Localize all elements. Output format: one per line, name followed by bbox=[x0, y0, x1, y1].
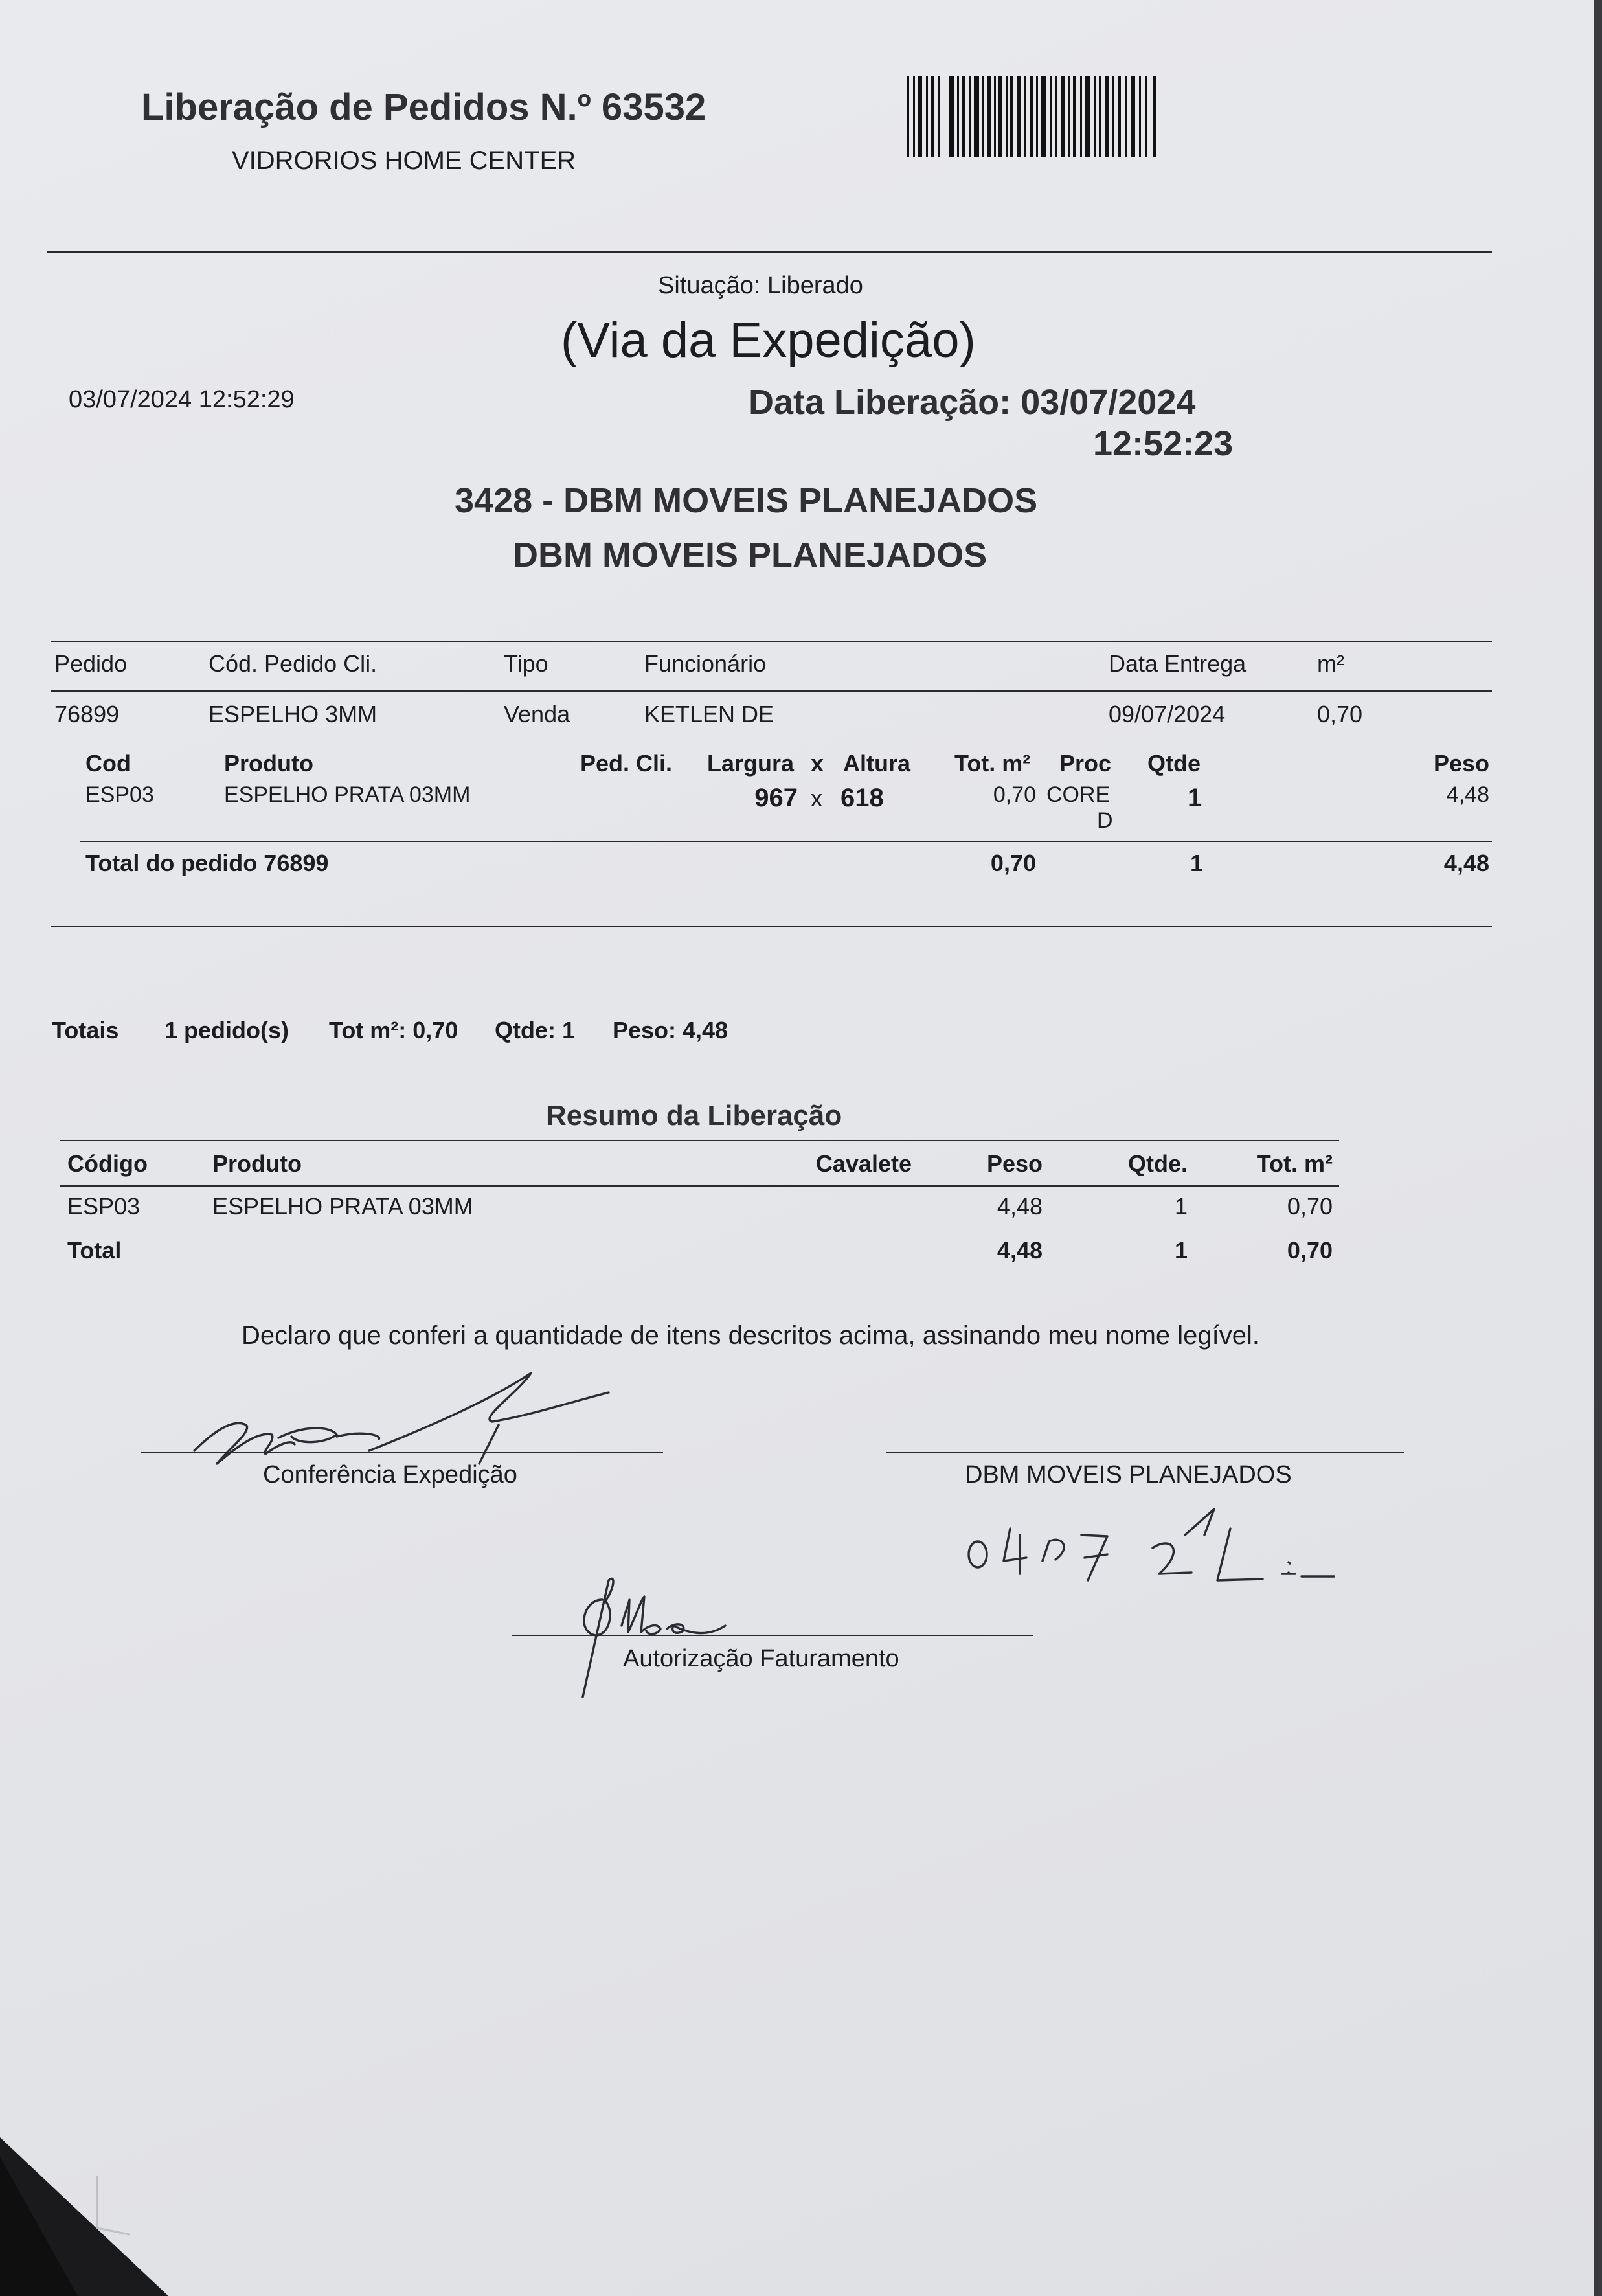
item-header-proc: Proc bbox=[1059, 750, 1112, 777]
client-line-1: 3428 - DBM MOVEIS PLANEJADOS bbox=[455, 481, 1038, 520]
item-produto: ESPELHO PRATA 03MM bbox=[224, 782, 471, 807]
order-total-peso: 4,48 bbox=[1443, 850, 1489, 876]
item-total-rule bbox=[80, 841, 1492, 842]
scan-corner-fold bbox=[0, 2137, 168, 2296]
totais-qtde: Qtde: 1 bbox=[495, 1017, 576, 1043]
order-tipo: Venda bbox=[504, 701, 570, 727]
order-m2: 0,70 bbox=[1317, 701, 1363, 727]
item-proc-line-1: CORE bbox=[1046, 782, 1111, 807]
item-header-qtde: Qtde bbox=[1147, 750, 1201, 777]
order-table-top-rule bbox=[51, 641, 1492, 642]
resumo-top-rule bbox=[60, 1140, 1339, 1141]
data-liberacao: Data Liberação: 03/07/2024 bbox=[749, 383, 1196, 422]
via-label: (Via da Expedição) bbox=[561, 313, 976, 368]
col-header-funcionario: Funcionário bbox=[644, 650, 767, 677]
totais-peso: Peso: 4,48 bbox=[613, 1017, 728, 1043]
resumo-header-codigo: Código bbox=[67, 1150, 148, 1177]
order-total-m2: 0,70 bbox=[990, 850, 1036, 876]
order-total-label: Total do pedido 76899 bbox=[85, 850, 329, 876]
situacao-label: Situação: Liberado bbox=[658, 272, 863, 299]
signature-label-autorizacao: Autorização Faturamento bbox=[623, 1645, 899, 1672]
resumo-codigo: ESP03 bbox=[67, 1193, 141, 1220]
item-x: x bbox=[811, 785, 822, 812]
item-altura: 618 bbox=[840, 784, 884, 812]
signature-line-conferencia bbox=[141, 1452, 663, 1453]
item-header-ped-cli: Ped. Cli. bbox=[580, 750, 673, 777]
declaration-text: Declaro que conferi a quantidade de itens descritos acima, assinando meu nome legível. bbox=[242, 1321, 1260, 1350]
col-header-m2: m² bbox=[1317, 650, 1344, 677]
resumo-total-label: Total bbox=[67, 1237, 122, 1264]
col-header-pedido: Pedido bbox=[54, 650, 128, 677]
item-header-x: x bbox=[811, 750, 824, 777]
signature-line-autorizacao bbox=[512, 1635, 1033, 1636]
order-data-entrega: 09/07/2024 bbox=[1109, 701, 1226, 727]
order-cod-pedido-cli: ESPELHO 3MM bbox=[209, 701, 378, 727]
client-line-2: DBM MOVEIS PLANEJADOS bbox=[513, 536, 987, 574]
resumo-header-tot-m2: Tot. m² bbox=[1256, 1150, 1333, 1177]
item-peso: 4,48 bbox=[1446, 782, 1489, 807]
item-tot-m2: 0,70 bbox=[993, 782, 1036, 807]
col-header-cod-pedido-cli: Cód. Pedido Cli. bbox=[209, 650, 378, 677]
resumo-total-tot-m2: 0,70 bbox=[1287, 1237, 1333, 1264]
order-funcionario: KETLEN DE bbox=[644, 701, 774, 727]
item-header-altura: Altura bbox=[842, 750, 910, 777]
handwritten-date-icon bbox=[958, 1490, 1347, 1593]
order-pedido: 76899 bbox=[54, 701, 120, 727]
item-header-peso: Peso bbox=[1433, 750, 1489, 777]
resumo-header-peso: Peso bbox=[986, 1150, 1043, 1177]
order-table-header-rule bbox=[51, 690, 1492, 692]
item-header-tot-m2: Tot. m² bbox=[954, 750, 1031, 777]
company-name: VIDRORIOS HOME CENTER bbox=[232, 146, 576, 175]
item-header-produto: Produto bbox=[224, 750, 313, 777]
resumo-header-qtde: Qtde. bbox=[1127, 1150, 1188, 1177]
order-table-bottom-rule bbox=[51, 926, 1492, 927]
data-liberacao-time: 12:52:23 bbox=[1093, 424, 1234, 463]
header-divider bbox=[47, 251, 1492, 253]
resumo-total-qtde: 1 bbox=[1174, 1237, 1188, 1264]
signature-autorizacao-icon bbox=[544, 1561, 764, 1703]
item-header-cod: Cod bbox=[85, 750, 131, 777]
resumo-peso: 4,48 bbox=[997, 1193, 1043, 1220]
item-proc-line-2: D bbox=[1097, 808, 1113, 833]
resumo-produto: ESPELHO PRATA 03MM bbox=[212, 1193, 473, 1220]
document-title: Liberação de Pedidos N.º 63532 bbox=[141, 86, 706, 128]
totais-pedidos: 1 pedido(s) bbox=[164, 1017, 289, 1043]
col-header-tipo: Tipo bbox=[504, 650, 548, 677]
resumo-header-rule bbox=[60, 1185, 1339, 1187]
print-datetime: 03/07/2024 12:52:29 bbox=[69, 386, 295, 413]
totais-label: Totais bbox=[52, 1017, 119, 1043]
resumo-qtde: 1 bbox=[1174, 1193, 1188, 1220]
resumo-header-produto: Produto bbox=[212, 1150, 302, 1177]
item-cod: ESP03 bbox=[85, 782, 154, 807]
col-header-data-entrega: Data Entrega bbox=[1109, 650, 1247, 677]
scan-edge-right bbox=[1594, 0, 1602, 2296]
signature-label-conferencia: Conferência Expedição bbox=[263, 1461, 517, 1488]
barcode-icon bbox=[907, 76, 1159, 157]
resumo-total-peso: 4,48 bbox=[997, 1237, 1043, 1264]
resumo-header-cavalete: Cavalete bbox=[815, 1150, 912, 1177]
signature-line-cliente bbox=[886, 1452, 1404, 1453]
item-qtde: 1 bbox=[1188, 784, 1202, 812]
item-largura: 967 bbox=[754, 784, 798, 812]
signature-label-cliente: DBM MOVEIS PLANEJADOS bbox=[965, 1461, 1292, 1488]
totais-tot-m2: Tot m²: 0,70 bbox=[329, 1017, 458, 1043]
order-total-qtde: 1 bbox=[1190, 850, 1204, 876]
resumo-title: Resumo da Liberação bbox=[546, 1100, 842, 1131]
resumo-tot-m2: 0,70 bbox=[1287, 1193, 1333, 1220]
item-header-largura: Largura bbox=[707, 750, 795, 777]
